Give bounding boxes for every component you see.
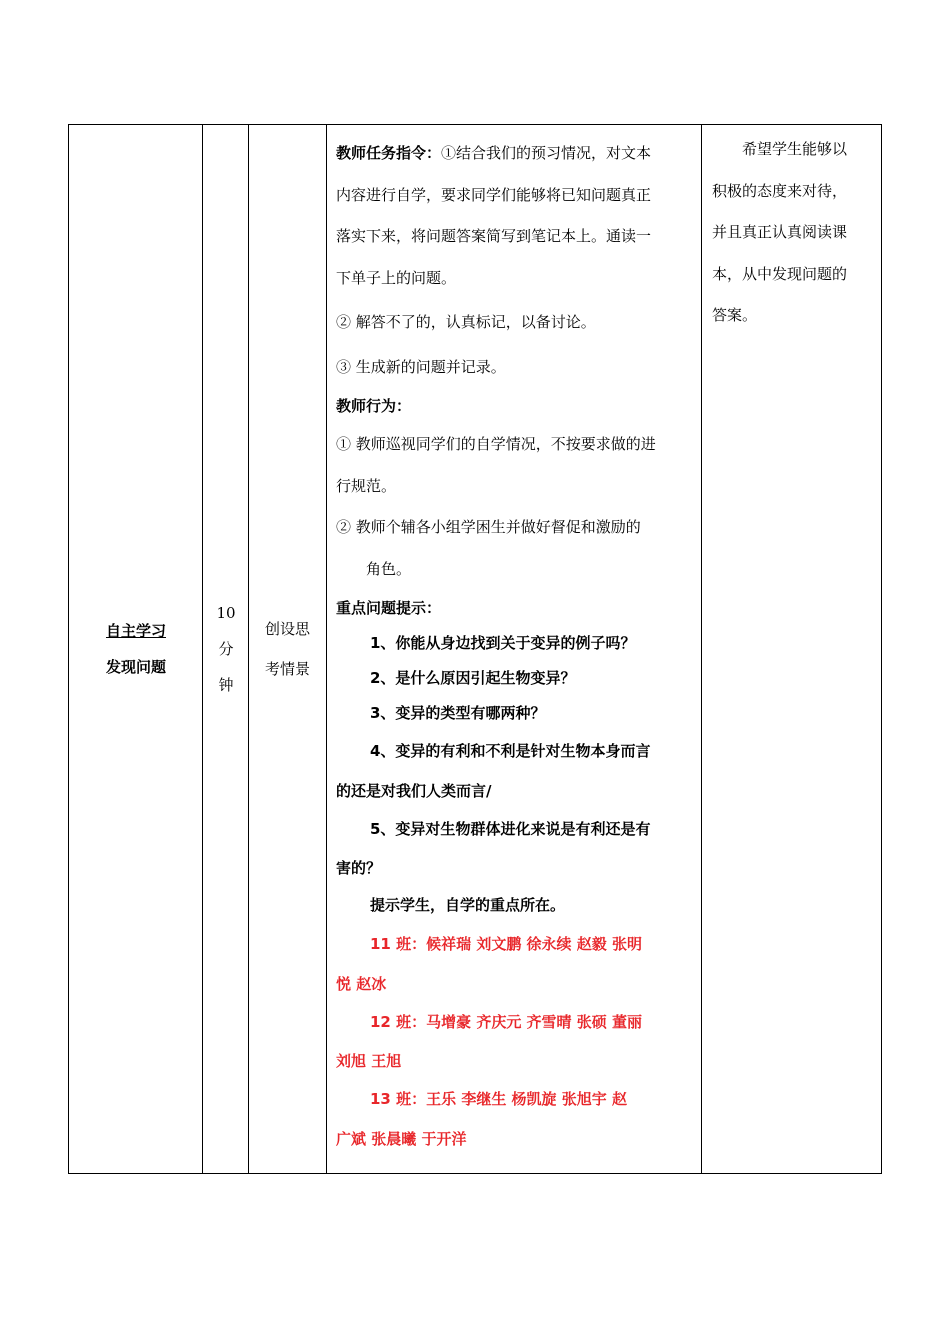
question-4: 4、变异的有利和不利是针对生物本身而言 [370, 742, 651, 760]
behavior-item-1-cont: 行规范。 [336, 476, 397, 495]
activity-cell [327, 125, 701, 1173]
time-unit-1: 分 [218, 640, 234, 658]
question-2: 2、是什么原因引起生物变异？ [370, 669, 576, 687]
key-questions-label: 重点问题提示： [336, 599, 442, 617]
note-line: 并且真正认真阅读课 [712, 223, 848, 241]
class-11-list-cont: 悦 赵冰 [336, 974, 387, 993]
question-1: 1、你能从身边找到关于变异的例子吗？ [370, 634, 636, 652]
behavior-label: 教师行为： [336, 397, 412, 415]
time-value: 10 [216, 604, 236, 622]
note-line: 希望学生能够以 [742, 140, 848, 158]
task-item-3: ③ 生成新的问题并记录。 [336, 357, 506, 376]
class-13-list-cont: 广斌 张晨曦 于开洋 [336, 1129, 467, 1148]
behavior-item-1: ① 教师巡视同学们的自学情况，不按要求做的进 [336, 435, 656, 453]
class-12-list: 12 班：马增豪 齐庆元 齐雪晴 张硕 董丽 [370, 1012, 642, 1031]
note-line: 本，从中发现问题的 [712, 264, 848, 283]
task-label: 教师任务指令： [336, 144, 442, 162]
notes-cell [702, 125, 882, 1173]
stage-title: 自主学习 [105, 622, 166, 640]
task-text: 落实下来，将问题答案简写到笔记本上。通读一 [336, 227, 652, 245]
note-line: 答案。 [712, 306, 758, 324]
scene-line-1: 创设思 [264, 620, 310, 638]
scene-cell [249, 125, 326, 1173]
note-line: 积极的态度来对待， [712, 181, 848, 200]
task-text: 下单子上的问题。 [336, 268, 457, 287]
time-cell [203, 125, 249, 1173]
question-5-cont: 害的？ [336, 859, 382, 877]
time-unit-2: 钟 [218, 676, 234, 694]
stage-cell [69, 125, 203, 1173]
behavior-item-2-cont: 角色。 [366, 559, 412, 578]
class-13-list: 13 班：王乐 李继生 杨凯旋 张旭宇 赵 [370, 1090, 627, 1108]
task-text: ①结合我们的预习情况，对文本 [441, 144, 652, 162]
hint-text: 提示学生，自学的重点所在。 [370, 896, 566, 914]
task-item-2: ② 解答不了的，认真标记，以备讨论。 [336, 313, 596, 331]
lesson-table [68, 124, 882, 1174]
stage-subtitle: 发现问题 [105, 658, 166, 676]
question-4-cont: 的还是对我们人类而言/ [336, 781, 492, 800]
question-5: 5、变异对生物群体进化来说是有利还是有 [370, 819, 651, 838]
question-3: 3、变异的类型有哪两种？ [370, 704, 546, 722]
scene-line-2: 考情景 [264, 660, 310, 678]
class-11-list: 11 班：候祥瑞 刘文鹏 徐永续 赵毅 张明 [370, 935, 642, 953]
task-text: 内容进行自学，要求同学们能够将已知问题真正 [336, 185, 652, 204]
class-12-list-cont: 刘旭 王旭 [336, 1052, 402, 1070]
behavior-item-2: ② 教师个辅各小组学困生并做好督促和激励的 [336, 518, 641, 536]
